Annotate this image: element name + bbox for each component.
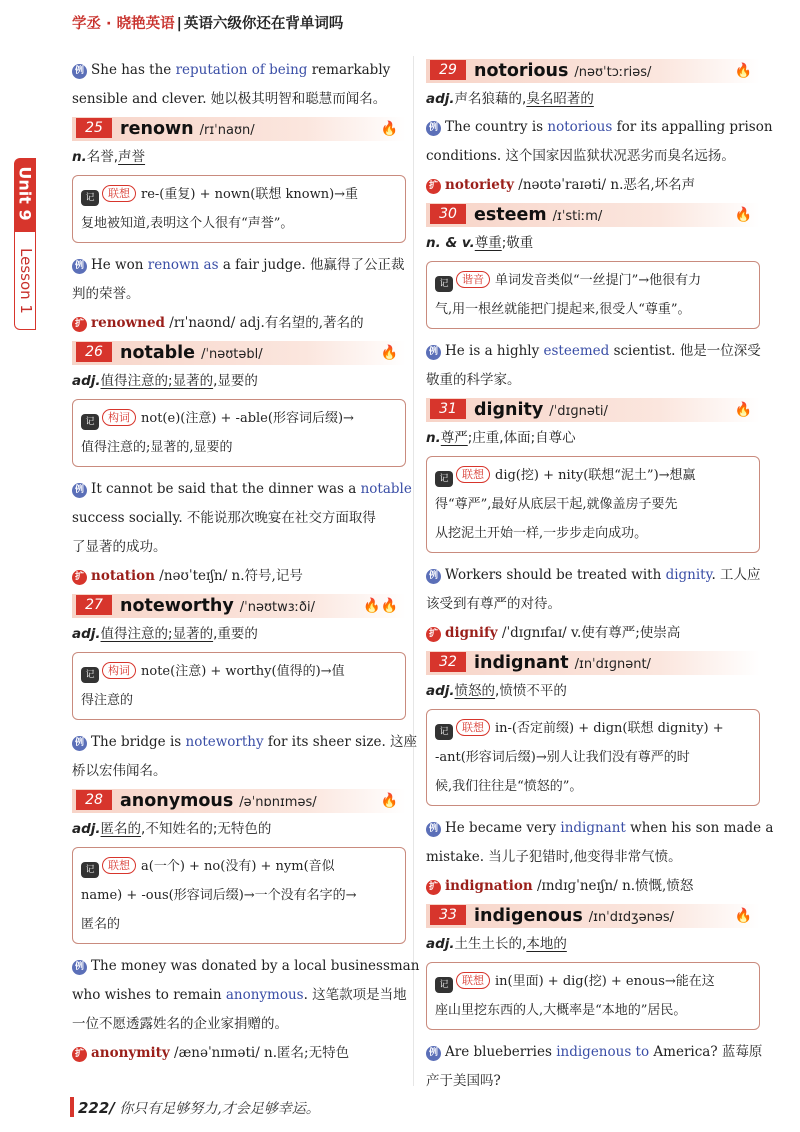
- headword-text: renown: [120, 119, 194, 139]
- derivative-icon: 扩: [72, 317, 87, 332]
- headword: [120, 594, 315, 620]
- example-sentence: [72, 728, 418, 757]
- definition-text: 声名狼藉的,: [454, 91, 527, 107]
- tip-text: 候,我们往往是“愤怒的”。: [435, 779, 583, 794]
- word-entry-header: [72, 341, 406, 365]
- definition-line: [72, 367, 406, 395]
- example-text: remarkably: [307, 62, 391, 78]
- definition-line: [72, 620, 406, 648]
- derivative-text: /ɪndɪɡˈneɪʃn/ n.愤慨,愤怒: [532, 878, 694, 894]
- example-highlight: renown as: [147, 257, 219, 273]
- definition-text: ,愤愤不平的: [495, 683, 567, 699]
- part-of-speech: adj.: [72, 626, 101, 642]
- example-text: who wishes to remain: [72, 987, 226, 1003]
- derivative-word: indignation: [445, 878, 533, 894]
- phonetic: /ˈnəʊtwɜːði/: [239, 600, 315, 615]
- example-sentence: [426, 113, 773, 142]
- derivative-line: [72, 562, 406, 591]
- phonetic: /rɪˈnaʊn/: [199, 123, 255, 138]
- headword-text: anonymous: [120, 791, 234, 811]
- headword: [474, 398, 608, 424]
- lesson-label-box: [14, 232, 36, 330]
- tip-text: re-(重复) + nown(联想 known)→重: [141, 187, 359, 202]
- example-highlight: indigenous to: [556, 1044, 650, 1060]
- phonetic: /ɪnˈdɪɡnənt/: [574, 657, 651, 672]
- definition-key: 声誉: [118, 149, 146, 165]
- part-of-speech: adj.: [426, 936, 455, 952]
- definition-line: [426, 424, 760, 452]
- flame-icon: 🔥: [380, 345, 398, 361]
- word-entry-header: [426, 398, 760, 422]
- definition-text: ,显要的: [213, 373, 258, 389]
- column-divider: [413, 56, 414, 1086]
- tip-text: in(里面) + dig(挖) + enous→能在这: [495, 974, 715, 989]
- derivative-word: notoriety: [445, 177, 514, 193]
- derivative-text: /ˈdɪɡnɪfaɪ/ v.使有尊严;使崇高: [497, 625, 681, 641]
- derivative-icon: 扩: [426, 880, 441, 895]
- definition-text: 土生土长的,: [454, 936, 527, 952]
- example-icon: 例: [426, 822, 441, 837]
- tip-text: not(e)(注意) + -able(形容词后缀)→: [141, 411, 354, 426]
- example-text: She has the: [91, 62, 176, 78]
- headword: [120, 789, 317, 815]
- word-entry-header: [72, 789, 406, 813]
- memory-tip-box: [426, 709, 760, 806]
- tip-text: name) + -ous(形容词后缀)→一个没有名字的→: [81, 888, 357, 903]
- example-line: 产于美国吗?: [426, 1073, 501, 1089]
- definition-key: 尊重: [474, 235, 502, 251]
- tip-badge: 联想: [456, 466, 490, 483]
- lesson-label: Lesson 1: [17, 248, 35, 314]
- example-text: . 工人应: [711, 567, 761, 583]
- definition-line: [72, 815, 406, 843]
- tip-text: in-(否定前缀) + dign(联想 dignity) +: [495, 721, 724, 736]
- example-sentence: [72, 952, 420, 981]
- derivative-icon: 扩: [72, 1047, 87, 1062]
- entry-number: 27: [76, 595, 112, 615]
- flame-icon: 🔥: [380, 121, 398, 137]
- tip-text: 气,用一根丝就能把门提起来,很受人“尊重”。: [435, 302, 691, 317]
- footer-accent-bar: [70, 1097, 74, 1117]
- definition-text: 名誉,: [86, 149, 119, 165]
- definition-line: [426, 677, 760, 705]
- memory-tip-box: [72, 175, 406, 243]
- memory-icon: 记: [81, 190, 99, 206]
- word-entry-header: [426, 904, 760, 928]
- unit-label: Unit 9: [15, 166, 35, 221]
- tip-badge: 构词: [102, 409, 136, 426]
- example-text: He is a highly: [445, 343, 544, 359]
- definition-key: 愤怒的: [454, 683, 496, 699]
- example-text: Are blueberries: [445, 1044, 557, 1060]
- part-of-speech: adj.: [72, 821, 101, 837]
- footer-motto: 你只有足够努力,才会足够幸运。: [119, 1101, 320, 1117]
- example-sentence: [72, 251, 406, 280]
- headword: [474, 651, 651, 677]
- page-number: 222: [78, 1099, 110, 1117]
- example-line: success socially. 不能说那次晚宴在社交方面取得: [72, 510, 376, 526]
- entry-number: 32: [430, 652, 466, 672]
- tip-text: 从挖泥土开始一样,一步步走向成功。: [435, 526, 648, 541]
- memory-icon: 记: [435, 471, 453, 487]
- phonetic: /ˈdɪɡnəti/: [549, 404, 608, 419]
- example-icon: 例: [72, 736, 87, 751]
- example-highlight: notorious: [547, 119, 613, 135]
- derivative-line: [426, 872, 760, 901]
- example-sentence: [426, 337, 760, 366]
- phonetic: /ɪˈstiːm/: [552, 209, 603, 224]
- unit-label-box: [14, 158, 36, 232]
- tip-text: 得“尊严”,最好从底层干起,就像盖房子要先: [435, 497, 678, 512]
- headword: [120, 117, 255, 143]
- definition-line: [426, 85, 760, 113]
- tip-text: 值得注意的;显著的,显要的: [81, 440, 233, 455]
- word-entry-header: [426, 203, 760, 227]
- tip-text: 匿名的: [81, 917, 121, 932]
- intro-example: [72, 56, 406, 85]
- tip-badge: 联想: [102, 185, 136, 202]
- example-icon: 例: [426, 569, 441, 584]
- definition-line: [426, 930, 760, 958]
- headword-text: esteem: [474, 205, 547, 225]
- example-text: Workers should be treated with: [445, 567, 666, 583]
- example-icon: 例: [72, 960, 87, 975]
- example-line: mistake. 当儿子犯错时,他变得非常气愤。: [426, 849, 682, 865]
- word-entry-header: [72, 117, 406, 141]
- headword: [474, 904, 674, 930]
- part-of-speech: n. & v.: [426, 235, 475, 251]
- definition-key: 匿名的: [100, 821, 142, 837]
- definition-key: 值得注意的;显著的: [100, 373, 214, 389]
- example-text: The country is: [445, 119, 548, 135]
- part-of-speech: adj.: [72, 373, 101, 389]
- word-entry-header: [72, 594, 406, 618]
- example-text: scientist. 他是一位深受: [609, 343, 761, 359]
- example-line: conditions. 这个国家因监狱状况恶劣而臭名远扬。: [426, 148, 735, 164]
- part-of-speech: n.: [72, 149, 87, 165]
- part-of-speech: adj.: [426, 91, 455, 107]
- unit-side-tab: [14, 158, 36, 330]
- definition-key: 尊严: [440, 430, 468, 446]
- tip-text: dig(挖) + nity(联想“泥土”)→想赢: [495, 468, 696, 483]
- phonetic: /nəʊˈtɔːriəs/: [574, 65, 652, 80]
- tip-badge: 构词: [102, 662, 136, 679]
- example-sentence: [426, 1038, 763, 1067]
- tip-text: a(一个) + no(没有) + nym(音似: [141, 859, 335, 874]
- example-icon: 例: [72, 64, 87, 79]
- derivative-line: [72, 1039, 406, 1068]
- memory-tip-box: [426, 261, 760, 329]
- part-of-speech: n.: [426, 430, 441, 446]
- flame-icon: 🔥🔥: [363, 598, 398, 614]
- derivative-icon: 扩: [72, 570, 87, 585]
- example-text: The bridge is: [91, 734, 186, 750]
- left-column: [72, 56, 420, 1068]
- headword: [474, 203, 602, 229]
- memory-tip-box: [72, 399, 406, 467]
- definition-text: ,不知姓名的;无特色的: [141, 821, 272, 837]
- derivative-line: [426, 619, 760, 648]
- derivative-line: [72, 309, 406, 338]
- headword-text: noteworthy: [120, 596, 234, 616]
- tip-text: 座山里挖东西的人,大概率是“本地的”居民。: [435, 1003, 687, 1018]
- tip-badge: 谐音: [456, 271, 490, 288]
- example-line: [72, 981, 406, 1010]
- example-text: a fair judge. 他赢得了公正裁: [218, 257, 405, 273]
- tip-text: 得注意的: [81, 693, 134, 708]
- headword-text: indigenous: [474, 906, 583, 926]
- phonetic: /ɪnˈdɪdʒənəs/: [588, 910, 674, 925]
- tip-badge: 联想: [102, 857, 136, 874]
- example-text: . 这笔款项是当地: [303, 987, 407, 1003]
- memory-icon: 记: [435, 724, 453, 740]
- derivative-word: dignify: [445, 625, 498, 641]
- example-icon: 例: [72, 259, 87, 274]
- headword-text: notable: [120, 343, 196, 363]
- footer-slash: /: [109, 1099, 115, 1117]
- derivative-line: [426, 171, 760, 200]
- entry-number: 28: [76, 790, 112, 810]
- book-subtitle: 英语六级你还在背单词吗: [183, 16, 344, 32]
- entry-number: 30: [430, 204, 466, 224]
- example-text: He won: [91, 257, 148, 273]
- example-sentence: [426, 561, 760, 590]
- header-separator: |: [176, 16, 182, 32]
- definition-key: 臭名昭著的: [526, 91, 594, 107]
- derivative-text: /nəʊtəˈraɪəti/ n.恶名,坏名声: [513, 177, 696, 193]
- tip-text: 复地被知道,表明这个人很有“声誉”。: [81, 216, 294, 231]
- page-footer: [70, 1097, 320, 1118]
- example-highlight: anonymous: [225, 987, 304, 1003]
- definition-text: ,重要的: [213, 626, 258, 642]
- example-sentence: [72, 475, 412, 504]
- memory-icon: 记: [435, 276, 453, 292]
- word-entry-header: [426, 59, 760, 83]
- tip-badge: 联想: [456, 719, 490, 736]
- brand-title: 学丞 · 晓艳英语: [72, 16, 175, 32]
- definition-text: ;敬重: [501, 235, 534, 251]
- example-line: 判的荣誉。: [72, 286, 140, 302]
- example-line: sensible and clever. 她以极其明智和聪慧而闻名。: [72, 91, 387, 107]
- headword-text: notorious: [474, 61, 569, 81]
- phonetic: /əˈnɒnɪməs/: [239, 795, 317, 810]
- entry-number: 26: [76, 342, 112, 362]
- example-highlight: dignity: [665, 567, 712, 583]
- derivative-icon: 扩: [426, 179, 441, 194]
- definition-key: 值得注意的;显著的: [100, 626, 214, 642]
- example-icon: 例: [72, 483, 87, 498]
- example-highlight: notable: [360, 481, 412, 497]
- headword: [120, 341, 263, 367]
- tip-badge: 联想: [456, 972, 490, 989]
- tip-text: note(注意) + worthy(值得的)→值: [141, 664, 345, 679]
- memory-icon: 记: [81, 862, 99, 878]
- part-of-speech: adj.: [426, 683, 455, 699]
- derivative-text: /rɪˈnaʊnd/ adj.有名望的,著名的: [165, 315, 364, 331]
- example-highlight: reputation of being: [175, 62, 308, 78]
- example-line: 敬重的科学家。: [426, 372, 521, 388]
- derivative-icon: 扩: [426, 627, 441, 642]
- derivative-text: /ænəˈnɪməti/ n.匿名;无特色: [169, 1045, 350, 1061]
- entry-number: 31: [430, 399, 466, 419]
- example-line: 该受到有尊严的对待。: [426, 596, 561, 612]
- example-text: for its sheer size. 这座: [263, 734, 418, 750]
- memory-tip-box: [72, 652, 406, 720]
- example-highlight: noteworthy: [185, 734, 264, 750]
- memory-tip-box: [426, 456, 760, 553]
- flame-icon: 🔥: [734, 908, 752, 924]
- derivative-word: anonymity: [91, 1045, 170, 1061]
- derivative-word: renowned: [91, 315, 165, 331]
- page-header: [72, 12, 343, 33]
- tip-text: 单词发音类似“一丝提门”→他很有力: [495, 273, 702, 288]
- right-column: [426, 56, 774, 1096]
- derivative-text: /nəʊˈteɪʃn/ n.符号,记号: [155, 568, 303, 584]
- example-text: for its appalling prison: [612, 119, 773, 135]
- word-entry-header: [426, 651, 760, 675]
- definition-line: [72, 143, 406, 171]
- memory-tip-box: [426, 962, 760, 1030]
- example-text: It cannot be said that the dinner was a: [91, 481, 361, 497]
- example-icon: 例: [426, 121, 441, 136]
- example-highlight: indignant: [560, 820, 626, 836]
- example-text: The money was donated by a local businessman: [91, 958, 420, 974]
- headword-text: indignant: [474, 653, 569, 673]
- definition-key: 本地的: [526, 936, 567, 952]
- phonetic: /ˈnəʊtəbl/: [201, 347, 263, 362]
- entry-number: 25: [76, 118, 112, 138]
- tip-text: -ant(形容词后缀)→别人让我们没有尊严的时: [435, 750, 690, 765]
- flame-icon: 🔥: [734, 63, 752, 79]
- example-icon: 例: [426, 1046, 441, 1061]
- flame-icon: 🔥: [734, 207, 752, 223]
- headword-text: dignity: [474, 400, 544, 420]
- example-line: 一位不愿透露姓名的企业家捐赠的。: [72, 1016, 288, 1032]
- memory-tip-box: [72, 847, 406, 944]
- example-icon: 例: [426, 345, 441, 360]
- example-text: when his son made a: [625, 820, 774, 836]
- example-text: America? 蓝莓原: [649, 1044, 763, 1060]
- example-sentence: [426, 814, 774, 843]
- definition-line: [426, 229, 760, 257]
- definition-text: ;庄重,体面;自尊心: [467, 430, 576, 446]
- entry-number: 29: [430, 60, 466, 80]
- example-highlight: esteemed: [543, 343, 610, 359]
- example-line: 桥以宏伟闻名。: [72, 763, 167, 779]
- entry-number: 33: [430, 905, 466, 925]
- flame-icon: 🔥: [380, 793, 398, 809]
- example-line: 了显著的成功。: [72, 539, 167, 555]
- derivative-word: notation: [91, 568, 155, 584]
- memory-icon: 记: [81, 414, 99, 430]
- memory-icon: 记: [81, 667, 99, 683]
- memory-icon: 记: [435, 977, 453, 993]
- headword: [474, 59, 651, 85]
- example-text: He became very: [445, 820, 561, 836]
- flame-icon: 🔥: [734, 402, 752, 418]
